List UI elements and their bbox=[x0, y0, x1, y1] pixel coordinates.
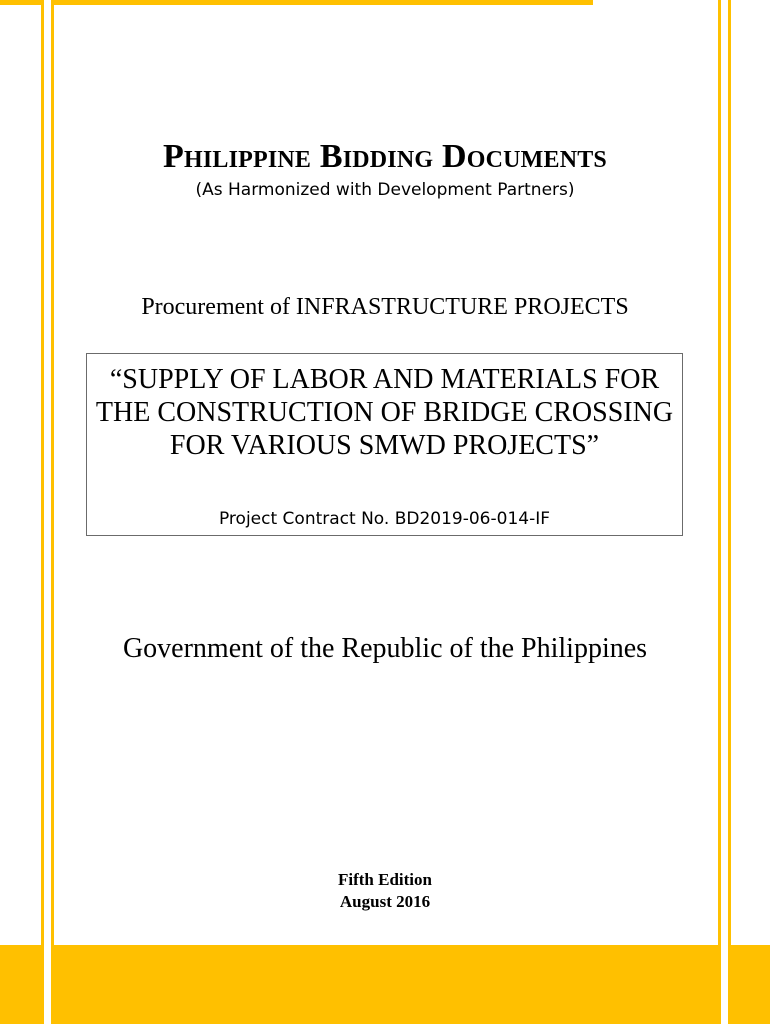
document-title: Philippine Bidding Documents bbox=[163, 138, 607, 175]
bottom-frame-block-left bbox=[0, 945, 41, 1024]
government-name: Government of the Republic of the Philippines bbox=[122, 633, 648, 664]
edition-block bbox=[0, 869, 770, 913]
top-left-frame-band bbox=[0, 0, 43, 5]
project-title: “SUPPLY OF LABOR AND MATERIALS FOR THE CONSTRUCTION OF BRIDGE CROSSING FOR VARIOUS SMWD PROJECTS” bbox=[95, 364, 674, 461]
document-subtitle: (As Harmonized with Development Partners) bbox=[195, 180, 575, 200]
bottom-frame-block bbox=[54, 945, 718, 1024]
edition-label: Fifth Edition bbox=[338, 870, 432, 889]
procurement-type: Procurement of INFRASTRUCTURE PROJECTS bbox=[141, 294, 629, 320]
bottom-frame-block-right bbox=[731, 945, 770, 1024]
edition-date: August 2016 bbox=[339, 892, 431, 911]
project-box bbox=[86, 353, 683, 536]
top-frame-band bbox=[53, 0, 593, 5]
contract-number: Project Contract No. BD2019-06-014-IF bbox=[218, 509, 551, 529]
